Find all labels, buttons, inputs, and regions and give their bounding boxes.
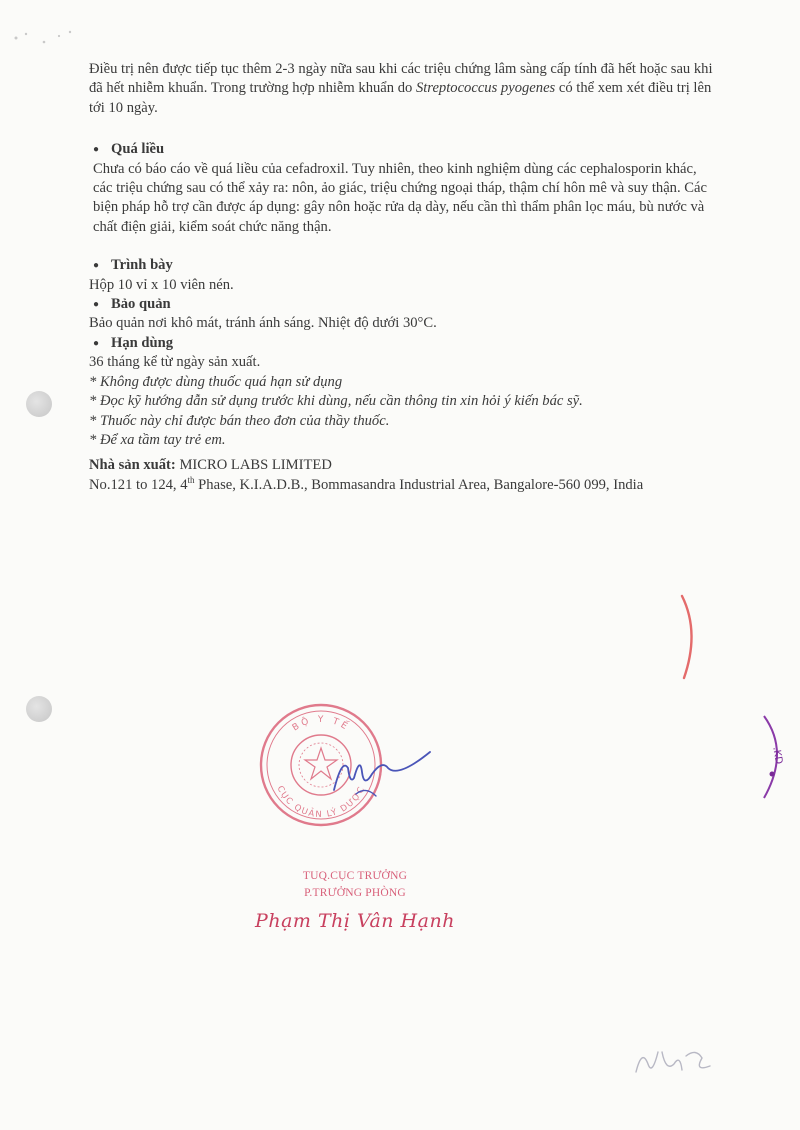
address-superscript: th — [187, 474, 195, 485]
signatory-name: Phạm Thị Vân Hạnh — [255, 910, 455, 932]
signature-title-2: P.TRƯỞNG PHÒNG — [304, 887, 406, 899]
manufacturer-label: Nhà sản xuất: — [89, 457, 176, 474]
punch-hole-bottom — [26, 696, 52, 722]
warning-line: * Không được dùng thuốc quá hạn sử dụng — [89, 373, 343, 390]
bullet-icon: ● — [93, 144, 100, 156]
expiry-heading: Hạn dùng — [111, 334, 174, 351]
storage-heading-row — [89, 295, 709, 314]
presentation-heading: Trình bày — [111, 257, 173, 274]
document-body — [89, 60, 713, 495]
overdose-heading-row — [89, 140, 709, 159]
presentation-heading-row — [89, 256, 709, 275]
overdose-heading: Quá liều — [111, 141, 165, 158]
punch-hole-top — [26, 391, 52, 417]
ink-signature-icon — [326, 738, 436, 808]
storage-heading: Bảo quản — [111, 296, 171, 313]
storage-body: Bảo quản nơi khô mát, tránh ánh sáng. Nhiệt độ dưới 30°C. — [89, 315, 437, 332]
treatment-paragraph — [89, 60, 714, 118]
corner-marks-icon — [4, 18, 84, 58]
margin-red-mark-icon — [676, 592, 706, 682]
edge-stamp-fragment-icon — [760, 712, 800, 802]
warning-line: * Để xa tầm tay trẻ em. — [89, 431, 226, 448]
presentation-body: Hộp 10 vỉ x 10 viên nén. — [89, 276, 234, 293]
treatment-text-1: Điều trị nên được tiếp tục thêm 2-3 ngày nữa sau khi các triệu chứng lâm sàng cấp tính đã hết hoặc sau khi đã hết nhiễm khuẩn. Trong trường hợp nhiễm khuẩn do — [89, 61, 713, 97]
expiry-heading-row — [89, 334, 709, 353]
bullet-icon: ● — [93, 260, 100, 272]
address-part-1: No.121 to 124, 4 — [89, 476, 188, 493]
treatment-species: Streptococcus pyogenes — [415, 80, 556, 97]
warning-line: * Đọc kỹ hướng dẫn sử dụng trước khi dùng, nếu cần thông tin xin hỏi ý kiến bác sỹ. — [89, 393, 583, 410]
treatment-text-2: có thể xem xét điều trị lên tới 10 ngày. — [89, 80, 712, 116]
expiry-body: 36 tháng kể từ ngày sản xuất. — [89, 354, 261, 371]
address-part-2: Phase, K.I.A.D.B., Bommasandra Industrial Area, Bangalore-560 099, India — [194, 476, 644, 493]
bullet-icon: ● — [93, 337, 100, 349]
warning-line: * Thuốc này chỉ được bán theo đơn của thầy thuốc. — [89, 412, 390, 429]
signature-title-1: TUQ.CỤC TRƯỞNG — [302, 870, 408, 882]
signature-block — [240, 868, 470, 932]
stamp-top-text: BỘ Y TẾ — [290, 714, 352, 734]
handwritten-initials-icon — [632, 1042, 714, 1078]
stamp-bottom-text: CỤC QUẢN LÝ DƯỢC — [274, 784, 368, 821]
manufacturer-address — [89, 476, 689, 495]
manufacturer-line — [89, 456, 709, 475]
bullet-icon: ● — [93, 299, 100, 311]
svg-text:BỘ Y TẾ — [291, 714, 352, 733]
manufacturer-name: MICRO LABS LIMITED — [179, 457, 332, 474]
svg-text:.KD: .KD — [770, 745, 785, 766]
overdose-body: Chưa có báo cáo về quá liều của cefadroxil. Tuy nhiên, theo kinh nghiệm dùng các cephalosporin khác, các triệu chứng sau có thể xảy ra: nôn, ảo giác, triệu chứng ngoại tháp, thậm chí hôn mê và suy thận. Các biện pháp hỗ trợ cần được áp dụng: gây nôn hoặc rửa dạ dày, nếu cần thì thẩm phân lọc máu, bù nước và chất điện giải, kiểm soát chức năng thận. — [93, 160, 707, 235]
